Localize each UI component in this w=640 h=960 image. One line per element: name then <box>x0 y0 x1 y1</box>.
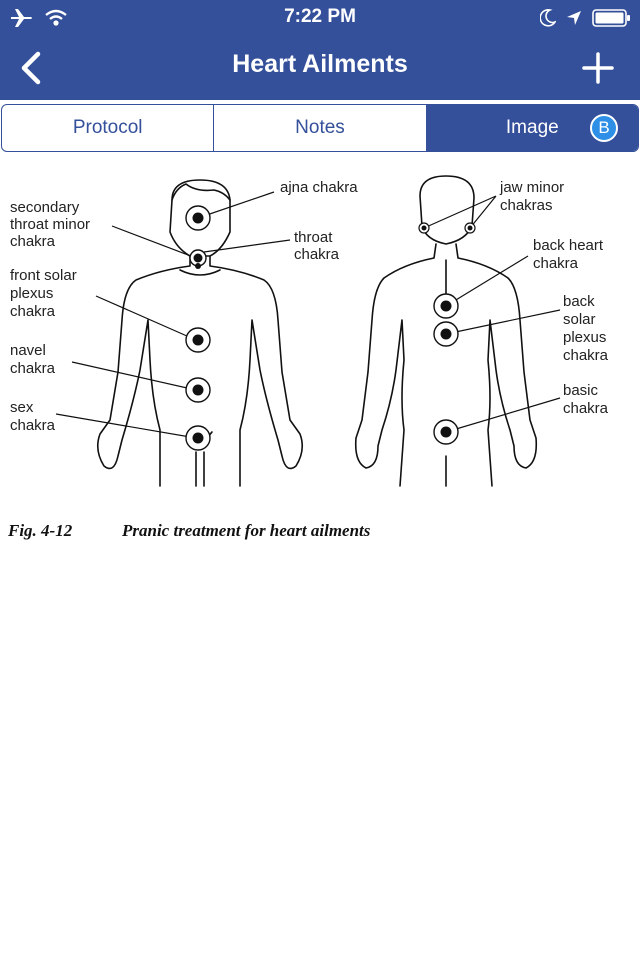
label-back-solar-3: plexus <box>563 329 607 346</box>
navel-marker <box>186 378 210 402</box>
label-back-heart-1: back heart <box>533 237 604 254</box>
status-time: 7:22 PM <box>284 6 356 27</box>
nav-bar <box>0 36 640 100</box>
label-navel-2: chakra <box>10 360 56 377</box>
label-jaw-2: chakras <box>500 197 553 214</box>
label-ajna: ajna chakra <box>280 179 358 196</box>
label-secondary-throat-1: secondary <box>10 199 80 216</box>
basic-marker <box>434 420 458 444</box>
jaw-left-marker <box>419 223 429 233</box>
tab-protocol-label: Protocol <box>72 117 143 138</box>
secondary-throat-marker <box>195 263 201 269</box>
chakra-diagram <box>0 160 640 560</box>
status-bar <box>0 0 640 36</box>
label-jaw-1: jaw minor <box>500 179 565 196</box>
tab-protocol[interactable] <box>2 105 214 151</box>
sex-marker <box>186 426 210 450</box>
battery-icon <box>592 8 632 28</box>
label-front-solar-3: chakra <box>10 303 56 320</box>
tab-notes-label: Notes <box>295 117 345 138</box>
jaw-right-marker <box>465 223 475 233</box>
label-throat-2: chakra <box>294 246 340 263</box>
label-back-solar-1: back <box>563 293 595 310</box>
tab-image[interactable] <box>427 105 638 151</box>
back-solar-marker <box>434 322 458 346</box>
front-solar-marker <box>186 328 210 352</box>
label-front-solar-1: front solar <box>10 267 77 284</box>
moon-icon <box>540 9 556 27</box>
label-secondary-throat-2: throat minor <box>10 216 91 233</box>
label-basic-1: basic <box>563 382 599 399</box>
label-navel-1: navel <box>10 342 46 359</box>
label-sex-2: chakra <box>10 417 56 434</box>
add-plus-icon[interactable] <box>578 48 618 88</box>
page-title: Heart Ailments <box>232 50 408 78</box>
label-secondary-throat-3: chakra <box>10 233 56 250</box>
label-sex-1: sex <box>10 399 34 416</box>
tab-notes[interactable] <box>214 105 426 151</box>
back-heart-marker <box>434 294 458 318</box>
ajna-marker <box>186 206 210 230</box>
segmented-control <box>0 104 640 152</box>
label-throat-1: throat <box>294 229 333 246</box>
figure-caption-text: Pranic treatment for heart ailments <box>122 521 371 540</box>
label-front-solar-2: plexus <box>10 285 54 302</box>
location-arrow-icon <box>566 10 582 26</box>
figure-caption-number: Fig. 4-12 <box>8 521 73 540</box>
label-basic-2: chakra <box>563 400 609 417</box>
b-badge[interactable]: B <box>590 114 618 142</box>
tab-image-label: Image <box>505 117 559 138</box>
status-right-icons <box>540 6 632 30</box>
label-back-solar-2: solar <box>563 311 596 328</box>
label-back-solar-4: chakra <box>563 347 609 364</box>
label-back-heart-2: chakra <box>533 255 579 272</box>
